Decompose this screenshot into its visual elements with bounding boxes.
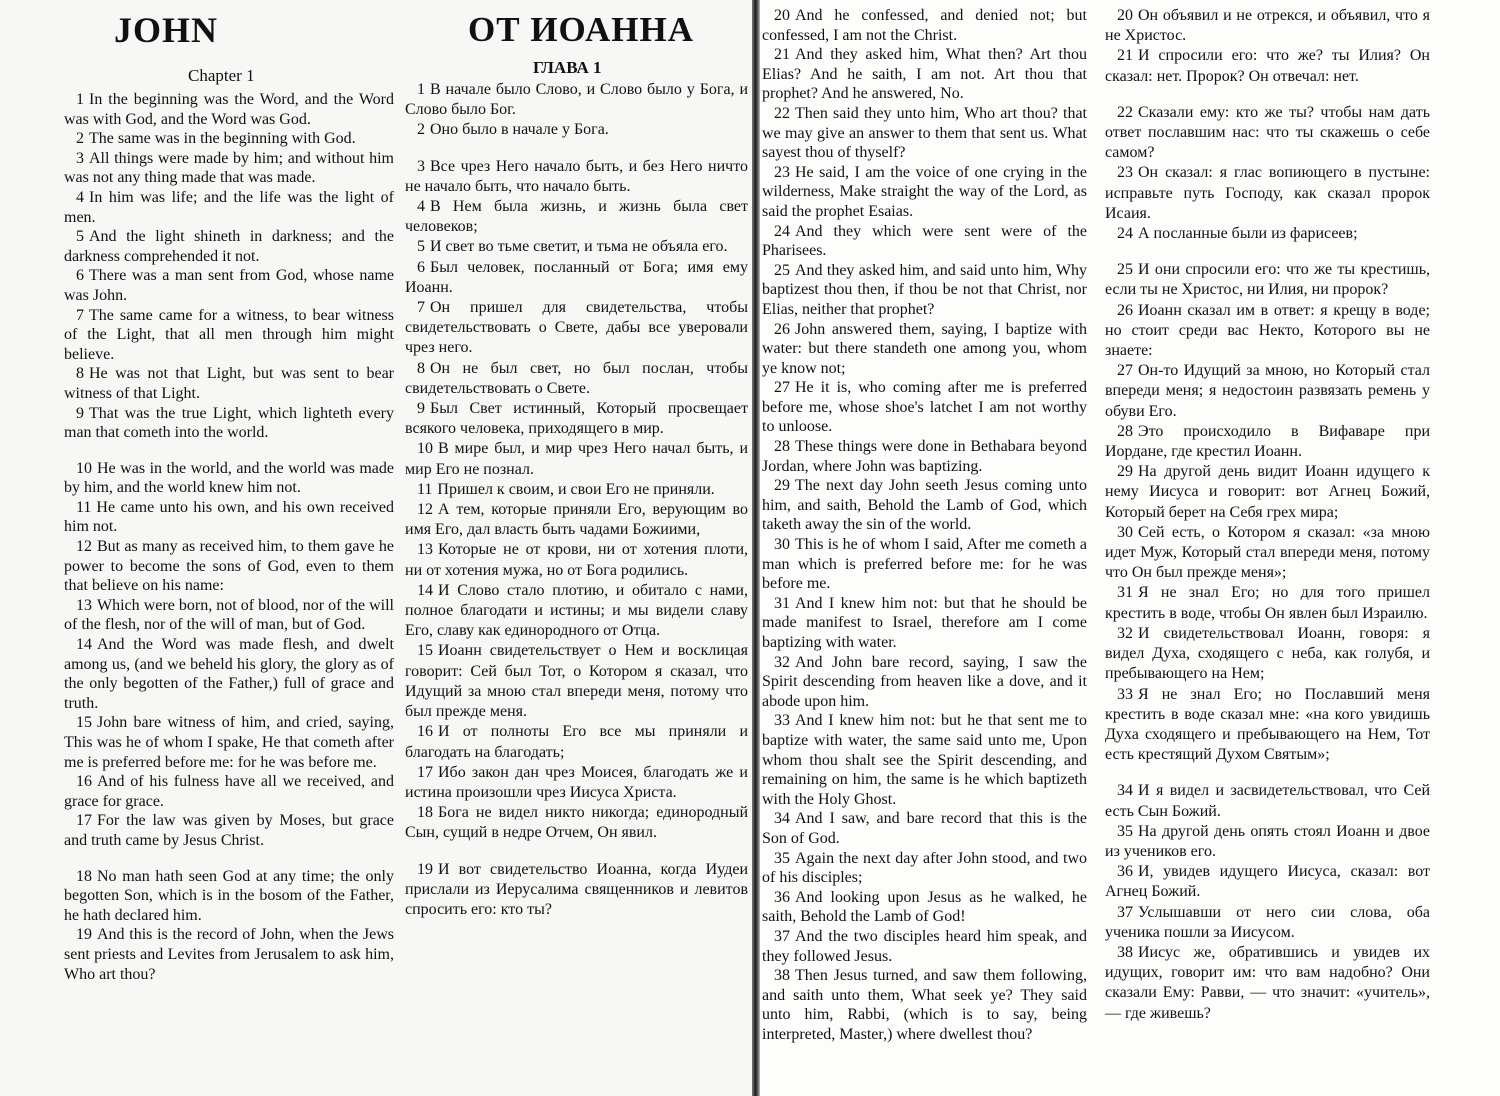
verse-text: И, увидев идущего Иисуса, сказал: вот Агнец Божий.	[1105, 863, 1430, 901]
verse-18	[64, 867, 394, 926]
verse-number: 33	[774, 712, 790, 730]
verse-37	[762, 927, 1087, 966]
verse-text: All things were made by him; and without him was not any thing made that was made.	[64, 149, 394, 187]
verse-number: 37	[774, 927, 790, 945]
verse-number: 13	[76, 596, 92, 614]
verse-text: Сказали ему: кто же ты? чтобы нам дать ответ пославшим нас: что ты скажешь о себе самом?	[1105, 103, 1430, 162]
chapter-heading-russian: ГЛАВА 1	[533, 58, 602, 77]
verse-number: 26	[1117, 301, 1133, 319]
verse-6	[405, 258, 748, 298]
verse-7	[64, 306, 394, 365]
verse-text: Он сказал: я глас вопиющего в пустыне: исправьте путь Господу, как сказал пророк Исаия.	[1105, 164, 1430, 222]
verse-text: Я не знал Его; но для того пришел крестить в воде, чтобы Он явлен был Израилю.	[1105, 584, 1430, 622]
verse-number: 32	[1117, 624, 1133, 642]
verse-27	[762, 378, 1087, 437]
verse-35	[1105, 822, 1430, 862]
right-page	[760, 0, 1500, 1096]
verse-32	[762, 653, 1087, 712]
verse-16	[64, 772, 394, 811]
verse-text: And the light shineth in darkness; and the darkness comprehended it not.	[64, 228, 394, 265]
verse-text: И я видел и засвидетельствовал, что Сей есть Сын Божий.	[1105, 782, 1430, 820]
verse-text: Он-то Идущий за мною, но Который стал впереди меня; я недостоин развязать ремень у обуви Его.	[1105, 362, 1430, 420]
verse-6	[64, 266, 394, 305]
verse-list	[1105, 6, 1430, 1024]
verse-number: 16	[417, 723, 433, 741]
verse-number: 1	[417, 81, 425, 98]
book-title-english: JOHN	[114, 10, 219, 50]
verse-1	[405, 80, 748, 120]
book-title-russian: ОТ ИОАННА	[468, 10, 695, 49]
verse-number: 18	[417, 804, 433, 822]
verse-text: And they asked him, and said unto him, Why baptizest thou then, if thou be not that Christ, nor Elias, neither that prophet?	[762, 261, 1087, 318]
verse-text: In him was life; and the life was the light of men.	[64, 188, 394, 226]
verse-10	[64, 459, 394, 498]
verse-1	[64, 90, 394, 129]
verse-26	[762, 320, 1087, 379]
verse-29	[1105, 462, 1430, 523]
verse-28	[1105, 422, 1430, 462]
verse-number: 36	[774, 888, 790, 906]
chapter-heading-english: Chapter 1	[188, 66, 255, 85]
verse-31	[762, 594, 1087, 653]
verse-30	[762, 535, 1087, 594]
verse-26	[1105, 301, 1430, 362]
verse-15	[405, 641, 748, 722]
verse-number: 31	[1117, 584, 1133, 602]
verse-text: These things were done in Bethabara beyond Jordan, where John was baptizing.	[762, 438, 1087, 475]
verse-text: Все чрез Него начало быть, и без Него ничто не начало быть, что начало быть.	[405, 157, 748, 195]
verse-text: In the beginning was the Word, and the Word was with God, and the Word was God.	[64, 91, 394, 128]
verse-number: 18	[76, 867, 92, 885]
verse-number: 24	[774, 222, 790, 240]
verse-text: А посланные были из фарисеев;	[1138, 225, 1358, 243]
verse-number: 21	[774, 46, 790, 64]
verse-text: The same was in the beginning with God.	[89, 130, 356, 148]
verse-number: 12	[417, 501, 433, 519]
verse-text: В мире был, и мир чрез Него начал быть, и мир Его не познал.	[405, 440, 748, 478]
verse-number: 17	[417, 763, 433, 781]
verse-number: 11	[417, 480, 433, 498]
verse-28	[762, 437, 1087, 476]
verse-number: 15	[417, 642, 433, 660]
verse-36	[1105, 862, 1430, 902]
verse-number: 4	[417, 198, 425, 216]
verse-34	[1105, 781, 1430, 821]
verse-11	[64, 498, 394, 537]
verse-text: And looking upon Jesus as he walked, he saith, Behold the Lamb of God!	[762, 888, 1087, 926]
verse-number: 9	[417, 400, 425, 418]
verse-number: 3	[417, 157, 425, 175]
verse-20	[762, 6, 1087, 45]
verse-number: 6	[76, 267, 84, 285]
verse-text: Был Свет истинный, Который просвещает всякого человека, приходящего в мир.	[405, 400, 748, 438]
verse-number: 14	[76, 636, 92, 654]
verse-text: На другой день опять стоял Иоанн и двое из учеников его.	[1105, 822, 1430, 860]
verse-22	[762, 104, 1087, 163]
verse-number: 20	[774, 7, 790, 24]
verse-number: 3	[76, 149, 84, 167]
verse-text: Был человек, посланный от Бога; имя ему Иоанн.	[405, 258, 748, 296]
verse-text: John bare witness of him, and cried, saying, This was he of whom I spake, He that cometh after me is preferred before me: for he was before me.	[64, 714, 394, 771]
verse-25	[1105, 260, 1430, 300]
verse-number: 16	[76, 773, 92, 791]
verse-number: 22	[774, 104, 790, 122]
verse-number: 29	[774, 477, 790, 495]
verse-text: He was in the world, and the world was made by him, and the world knew him not.	[64, 459, 394, 497]
verse-number: 12	[76, 538, 92, 556]
verse-16	[405, 722, 748, 762]
verse-number: 8	[417, 359, 425, 377]
verse-4	[405, 197, 748, 237]
verse-22	[1105, 103, 1430, 164]
verse-32	[1105, 624, 1430, 685]
verse-number: 35	[774, 849, 790, 867]
verse-number: 37	[1117, 903, 1133, 921]
verse-number: 7	[417, 299, 425, 317]
verse-10	[405, 439, 748, 479]
verse-14	[64, 635, 394, 713]
verse-text: Оно было в начале у Бога.	[430, 121, 609, 139]
verse-12	[405, 500, 748, 540]
verse-text: And he confessed, and denied not; but confessed, I am not the Christ.	[762, 7, 1087, 44]
verse-33	[1105, 685, 1430, 766]
verse-text: И спросили его: что же? ты Илия? Он сказал: нет. Пророк? Он отвечал: нет.	[1105, 47, 1430, 85]
verse-23	[762, 163, 1087, 222]
verse-37	[1105, 903, 1430, 943]
verse-38	[1105, 943, 1430, 1024]
verse-text: Which were born, not of blood, nor of the will of the flesh, nor of the will of man, but of God.	[64, 596, 394, 634]
verse-30	[1105, 523, 1430, 584]
verse-text: For the law was given by Moses, but grace and truth came by Jesus Christ.	[64, 812, 394, 849]
verse-number: 1	[76, 91, 84, 108]
verse-text: На другой день видит Иоанн идущего к нему Иисуса и говорит: вот Агнец Божий, Который берет на Себя грех мира;	[1105, 463, 1430, 521]
verse-13	[405, 540, 748, 580]
verse-number: 28	[1117, 422, 1133, 440]
verse-text: И свет во тьме светит, и тьма не объяла его.	[430, 238, 728, 256]
verse-25	[762, 261, 1087, 320]
verse-4	[64, 188, 394, 227]
verse-text: Он не был свет, но был послан, чтобы свидетельствовать о Свете.	[405, 359, 748, 397]
verse-number: 21	[1117, 47, 1133, 65]
verse-number: 9	[76, 404, 84, 422]
verse-number: 30	[1117, 523, 1133, 541]
verse-text: And they which were sent were of the Pharisees.	[762, 222, 1087, 260]
verse-number: 23	[1117, 164, 1133, 182]
verse-text: И Слово стало плотию, и обитало с нами, полное благодати и истины; и мы видели славу Его, славу как единородного от Отца.	[405, 581, 748, 640]
verse-number: 5	[417, 238, 425, 256]
verse-text: И они спросили его: что же ты крестишь, если ты не Христос, ни Илия, ни пророк?	[1105, 261, 1430, 299]
verse-21	[762, 45, 1087, 104]
verse-23	[1105, 163, 1430, 224]
verse-text: В начале было Слово, и Слово было у Бога, и Слово было Бог.	[405, 81, 748, 119]
verse-number: 2	[76, 130, 84, 148]
verse-number: 31	[774, 594, 790, 612]
verse-36	[762, 888, 1087, 927]
verse-number: 35	[1117, 822, 1133, 840]
verse-text: Услышавши от него сии слова, оба ученика пошли за Иисусом.	[1105, 903, 1430, 941]
verse-text: Again the next day after John stood, and two of his disciples;	[762, 849, 1087, 887]
verse-number: 10	[417, 440, 433, 458]
verse-number: 19	[417, 860, 433, 878]
verse-list	[405, 80, 748, 920]
verse-text: Он объявил и не отрекся, и объявил, что я не Христос.	[1105, 7, 1430, 45]
verse-text: He was not that Light, but was sent to bear witness of that Light.	[64, 365, 394, 402]
verse-text: This is he of whom I said, After me cometh a man which is preferred before me: for he was before me.	[762, 536, 1087, 593]
verse-text: Я не знал Его; но Пославший меня крестить в воде сказал мне: «на кого увидишь Духа сходящего и пребывающего на Нем, Тот есть крестящий Духом Святым»;	[1105, 685, 1430, 764]
verse-number: 28	[774, 438, 790, 456]
verse-number: 24	[1117, 225, 1133, 243]
verse-text: Это происходило в Вифаваре при Иордане, где крестил Иоанн.	[1105, 422, 1430, 461]
verse-number: 10	[76, 459, 92, 477]
verse-text: Иисус же, обратившись и увидев их идущих, говорит им: что вам надобно? Они сказали Ему: Равви, — что значит: «учитель», — где живешь?	[1105, 943, 1430, 1022]
verse-8	[405, 359, 748, 399]
verse-text: The next day John seeth Jesus coming unto him, and saith, Behold the Lamb of God, which taketh away the sin of the world.	[762, 477, 1087, 534]
verse-text: Then Jesus turned, and saw them following, and saith unto them, What seek ye? They said unto him, Rabbi, (which is to say, being interpreted, Master,) where dwellest thou?	[762, 967, 1087, 1043]
verse-text: There was a man sent from God, whose name was John.	[64, 267, 394, 304]
verse-7	[405, 298, 748, 359]
verse-text: And I saw, and bare record that this is the Son of God.	[762, 810, 1087, 847]
verse-21	[1105, 46, 1430, 86]
verse-number: 4	[76, 188, 84, 206]
verse-number: 5	[76, 228, 84, 246]
verse-text: And the Word was made flesh, and dwelt among us, (and we beheld his glory, the glory as of the only begotten of the Father,) full of grace and truth.	[64, 636, 394, 712]
verse-text: Иоанн свидетельствует о Нем и восклицая говорит: Сей был Тот, о Котором я сказал, что Идущий за мною стал впереди меня, потому что был прежде меня.	[405, 642, 748, 721]
verse-9	[405, 399, 748, 439]
verse-text: И вот свидетельство Иоанна, когда Иудеи прислали из Иерусалима священников и левитов спросить его: кто ты?	[405, 860, 748, 918]
verse-number: 32	[774, 653, 790, 671]
verse-text: He came unto his own, and his own received him not.	[64, 498, 394, 536]
verse-2	[405, 120, 748, 140]
verse-number: 14	[417, 581, 433, 599]
verse-14	[405, 581, 748, 642]
verse-text: И от полноты Его все мы приняли и благодать на благодать;	[405, 723, 748, 761]
verse-19	[405, 860, 748, 921]
verse-text: And John bare record, saying, I saw the Spirit descending from heaven like a dove, and it abode upon him.	[762, 653, 1087, 710]
verse-27	[1105, 361, 1430, 422]
verse-text: The same came for a witness, to bear witness of the Light, that all men through him might believe.	[64, 306, 394, 363]
verse-text: He said, I am the voice of one crying in the wilderness, Make straight the way of the Lord, as said the prophet Esaias.	[762, 163, 1087, 220]
verse-text: John answered them, saying, I baptize with water: but there standeth one among you, whom ye know not;	[762, 320, 1087, 377]
verse-list	[762, 6, 1087, 1044]
verse-text: Которые не от крови, ни от хотения плоти, ни от хотения мужа, но от Бога родились.	[405, 541, 748, 579]
verse-text: He it is, who coming after me is preferred before me, whose shoe's latchet I am not worthy to unloose.	[762, 379, 1087, 436]
verse-18	[405, 803, 748, 843]
verse-text: And I knew him not: but he that sent me to baptize with water, the same said unto me, Upon whom thou shalt see the Spirit descending, and remaining on him, the same is he which baptizeth with the Holy Ghost.	[762, 712, 1087, 808]
verse-number: 23	[774, 163, 790, 181]
verse-text: Иоанн сказал им в ответ: я крещу в воде; но стоит среди вас Некто, Которого вы не знаете:	[1105, 301, 1430, 360]
verse-12	[64, 537, 394, 596]
verse-number: 19	[76, 926, 92, 944]
verse-text: И свидетельствовал Иоанн, говоря: я видел Духа, сходящего с неба, как голубя, и пребывающего на Нем;	[1105, 624, 1430, 683]
verse-9	[64, 404, 394, 443]
verse-number: 27	[774, 379, 790, 397]
verse-number: 11	[76, 498, 92, 516]
verse-15	[64, 713, 394, 772]
verse-text: Пришел к своим, и свои Его не приняли.	[437, 480, 715, 498]
verse-number: 34	[1117, 782, 1133, 800]
verse-17	[405, 763, 748, 803]
verse-text: Сей есть, о Котором я сказал: «за мною идет Муж, Который стал впереди меня, потому что Он был прежде меня»;	[1105, 523, 1430, 582]
verse-text: And the two disciples heard him speak, and they followed Jesus.	[762, 927, 1087, 965]
verse-3	[64, 149, 394, 188]
verse-number: 33	[1117, 685, 1133, 703]
verse-35	[762, 849, 1087, 888]
verse-number: 8	[76, 365, 84, 383]
verse-number: 20	[1117, 7, 1133, 24]
verse-number: 13	[417, 541, 433, 559]
verse-34	[762, 809, 1087, 848]
verse-list	[64, 90, 394, 984]
verse-number: 38	[774, 967, 790, 985]
verse-19	[64, 925, 394, 984]
verse-8	[64, 364, 394, 403]
verse-text: В Нем была жизнь, и жизнь была свет человеков;	[405, 198, 748, 236]
verse-5	[64, 227, 394, 266]
verse-number: 36	[1117, 863, 1133, 881]
verse-29	[762, 476, 1087, 535]
verse-20	[1105, 6, 1430, 46]
verse-5	[405, 237, 748, 257]
verse-17	[64, 811, 394, 850]
verse-text: No man hath seen God at any time; the only begotten Son, which is in the bosom of the Father, he hath declared him.	[64, 867, 394, 924]
verse-number: 22	[1117, 103, 1133, 121]
verse-text: That was the true Light, which lighteth every man that cometh into the world.	[64, 404, 394, 442]
verse-text: Он пришел для свидетельства, чтобы свидетельствовать о Свете, дабы все уверовали чрез него.	[405, 299, 748, 357]
verse-text: And this is the record of John, when the Jews sent priests and Levites from Jerusalem to ask him, Who art thou?	[64, 926, 394, 983]
verse-number: 27	[1117, 362, 1133, 380]
verse-number: 29	[1117, 463, 1133, 481]
verse-text: And they asked him, What then? Art thou Elias? And he saith, I am not. Art thou that prophet? And he answered, No.	[762, 46, 1087, 103]
verse-number: 25	[1117, 261, 1133, 279]
verse-24	[1105, 224, 1430, 244]
verse-number: 34	[774, 810, 790, 828]
verse-number: 17	[76, 812, 92, 830]
verse-2	[64, 129, 394, 149]
verse-number: 15	[76, 714, 92, 732]
verse-text: But as many as received him, to them gave he power to become the sons of God, even to them that believe on his name:	[64, 538, 394, 595]
verse-13	[64, 596, 394, 635]
verse-number: 26	[774, 320, 790, 338]
verse-text: Бога не видел никто никогда; единородный Сын, сущий в недре Отчем, Он явил.	[405, 804, 748, 842]
verse-text: And of his fulness have all we received, and grace for grace.	[64, 773, 394, 810]
verse-text: Then said they unto him, Who art thou? that we may give an answer to them that sent us. What sayest thou of thyself?	[762, 104, 1087, 162]
verse-number: 2	[417, 121, 425, 139]
verse-number: 6	[417, 258, 425, 276]
verse-38	[762, 966, 1087, 1044]
verse-number: 38	[1117, 943, 1133, 961]
verse-number: 25	[774, 261, 790, 279]
verse-text: And I knew him not: but that he should be made manifest to Israel, therefore am I come baptizing with water.	[762, 594, 1087, 651]
book-gutter	[752, 0, 760, 1096]
verse-number: 7	[76, 306, 84, 324]
verse-31	[1105, 583, 1430, 623]
verse-24	[762, 222, 1087, 261]
verse-text: А тем, которые приняли Его, верующим во имя Его, дал власть быть чадами Божиими,	[405, 501, 748, 539]
verse-text: Ибо закон дан чрез Моисея, благодать же и истина произошли чрез Иисуса Христа.	[405, 763, 748, 801]
verse-33	[762, 711, 1087, 809]
verse-11	[405, 480, 748, 500]
verse-number: 30	[774, 536, 790, 554]
verse-3	[405, 157, 748, 197]
